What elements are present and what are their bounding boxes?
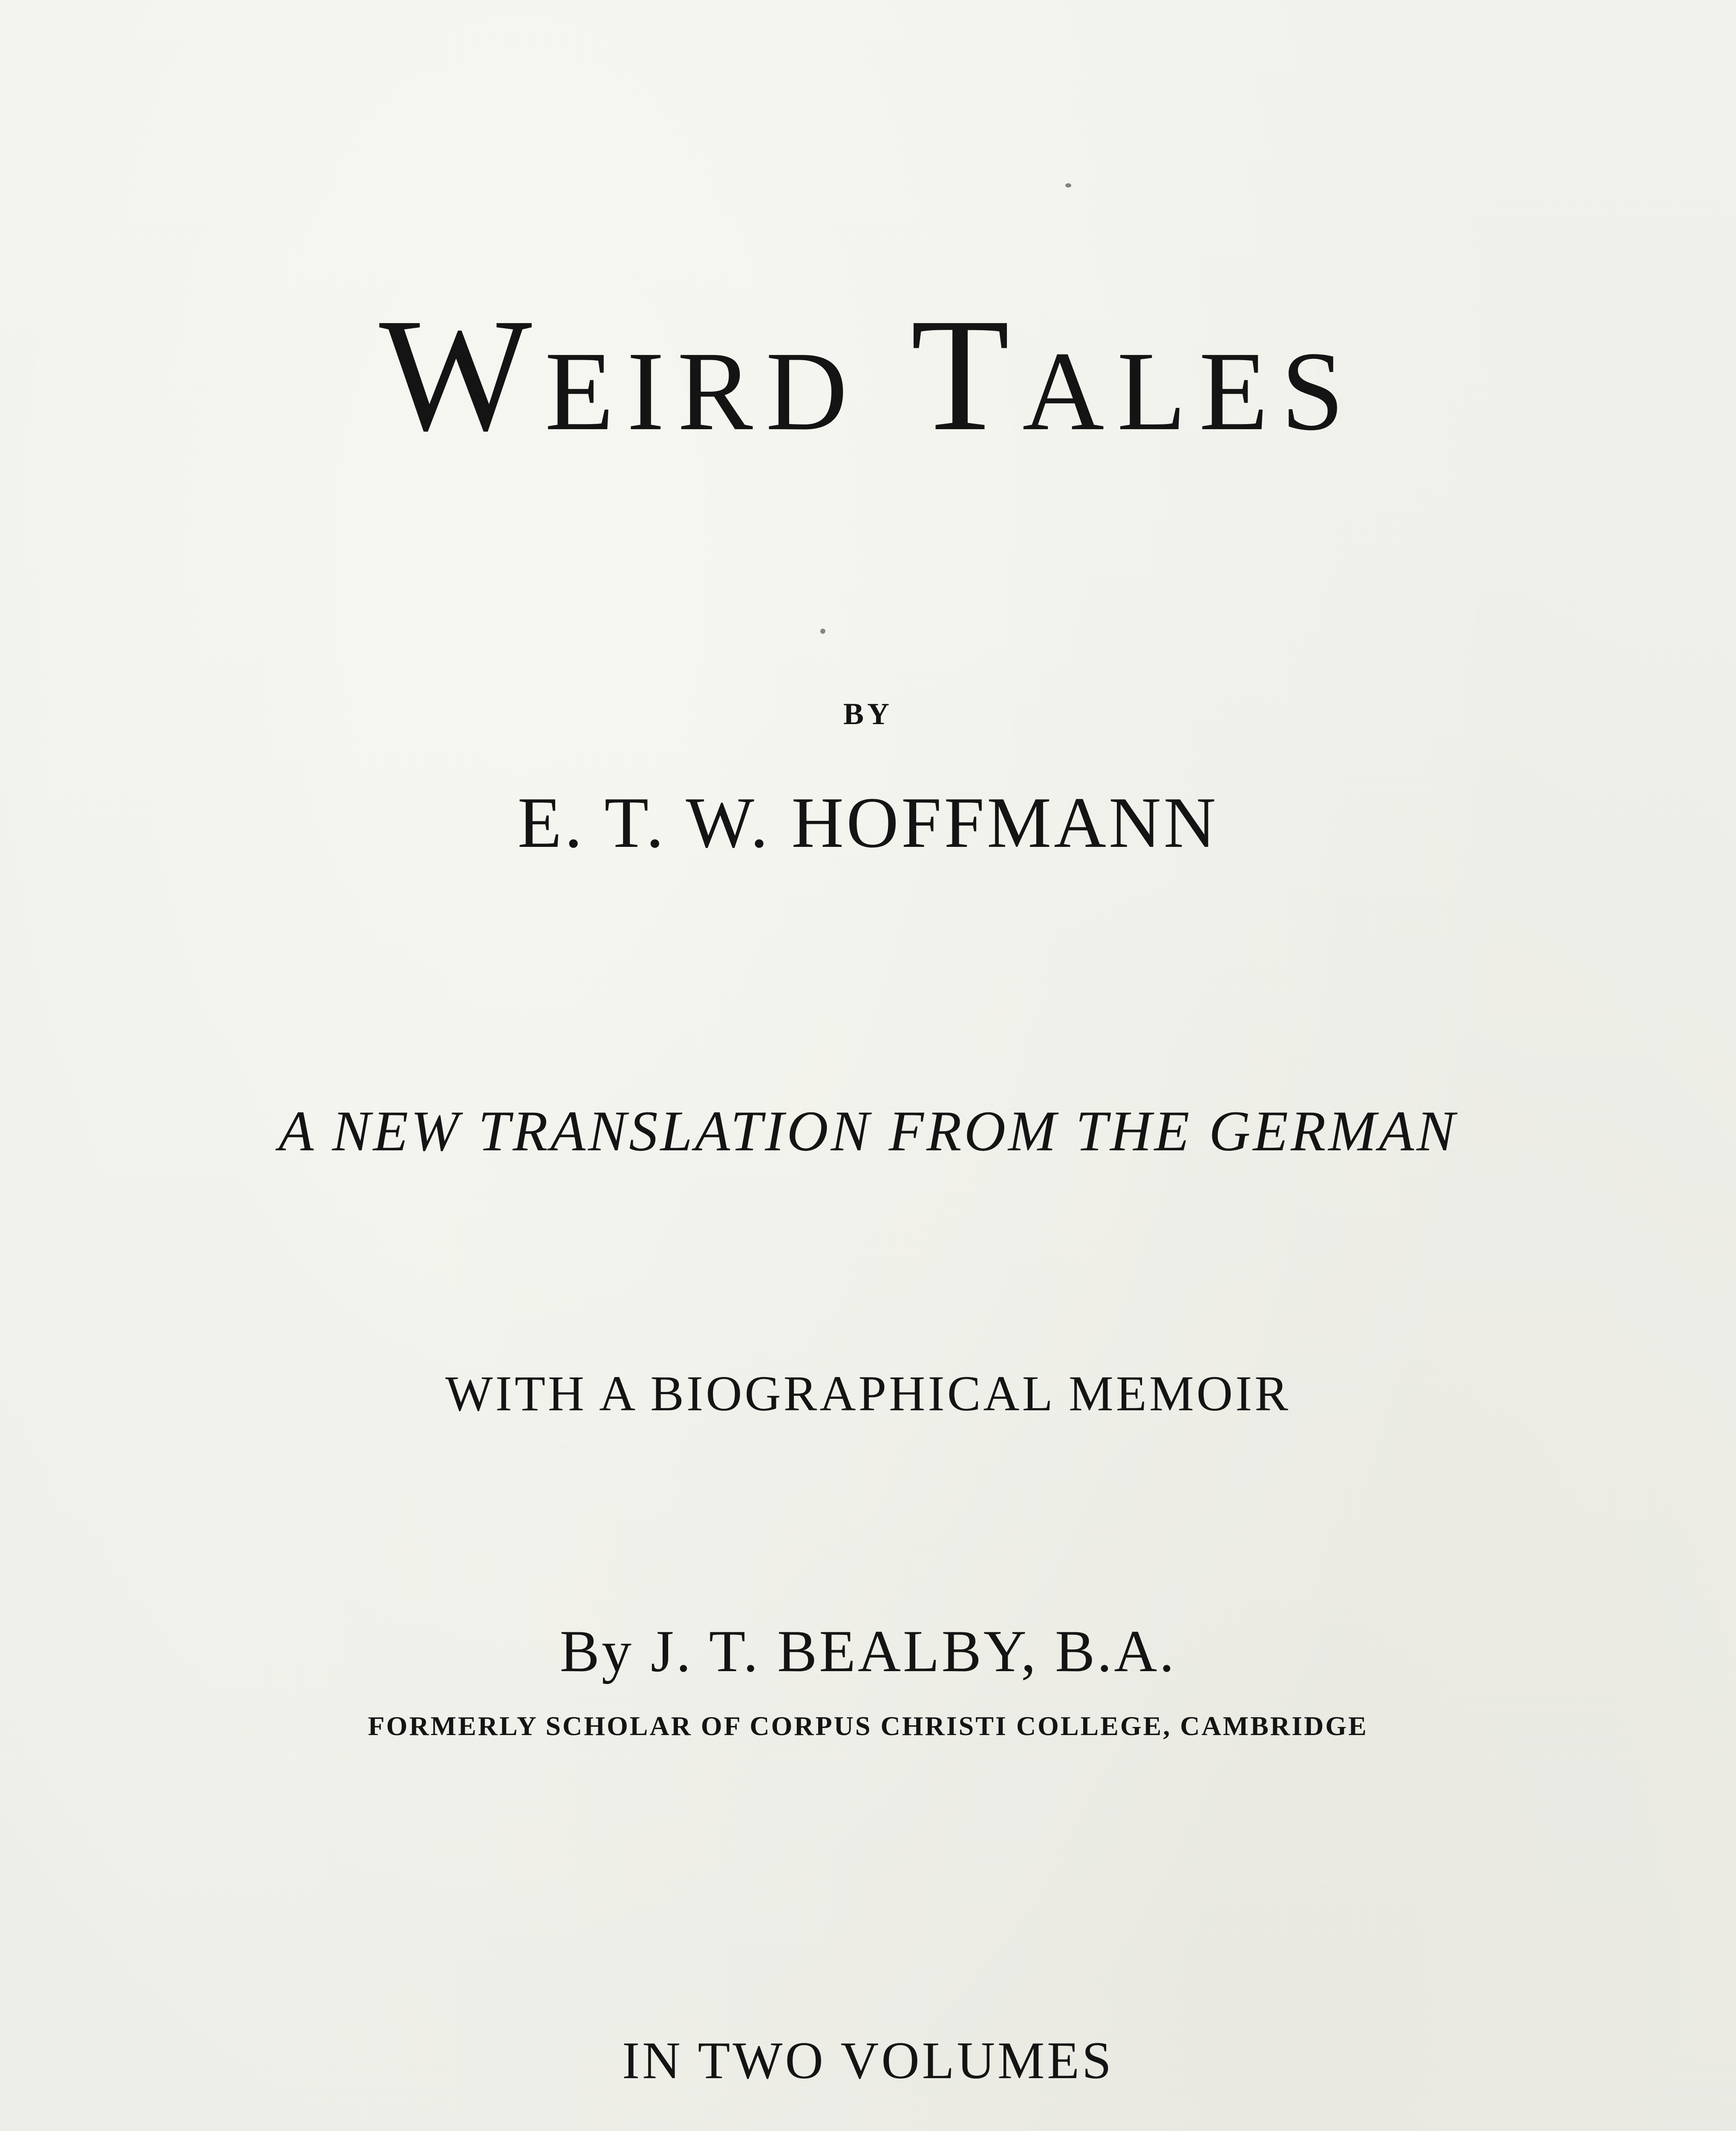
paper-speck — [820, 629, 825, 634]
by-label: BY — [843, 697, 893, 731]
memoir-author: By J. T. BEALBY, B.A. — [559, 1618, 1177, 1684]
book-title: Weird Tales — [379, 285, 1357, 465]
paper-speck — [1065, 183, 1071, 188]
memoir-note: WITH A BIOGRAPHICAL MEMOIR — [445, 1366, 1291, 1421]
memoir-author-credit: FORMERLY SCHOLAR OF CORPUS CHRISTI COLLEGE, CAMBRIDGE — [368, 1711, 1368, 1741]
author-name: E. T. W. HOFFMANN — [517, 783, 1219, 863]
translation-note: A NEW TRANSLATION FROM THE GERMAN — [278, 1100, 1458, 1163]
volumes-note: IN TWO VOLUMES — [622, 2031, 1114, 2090]
